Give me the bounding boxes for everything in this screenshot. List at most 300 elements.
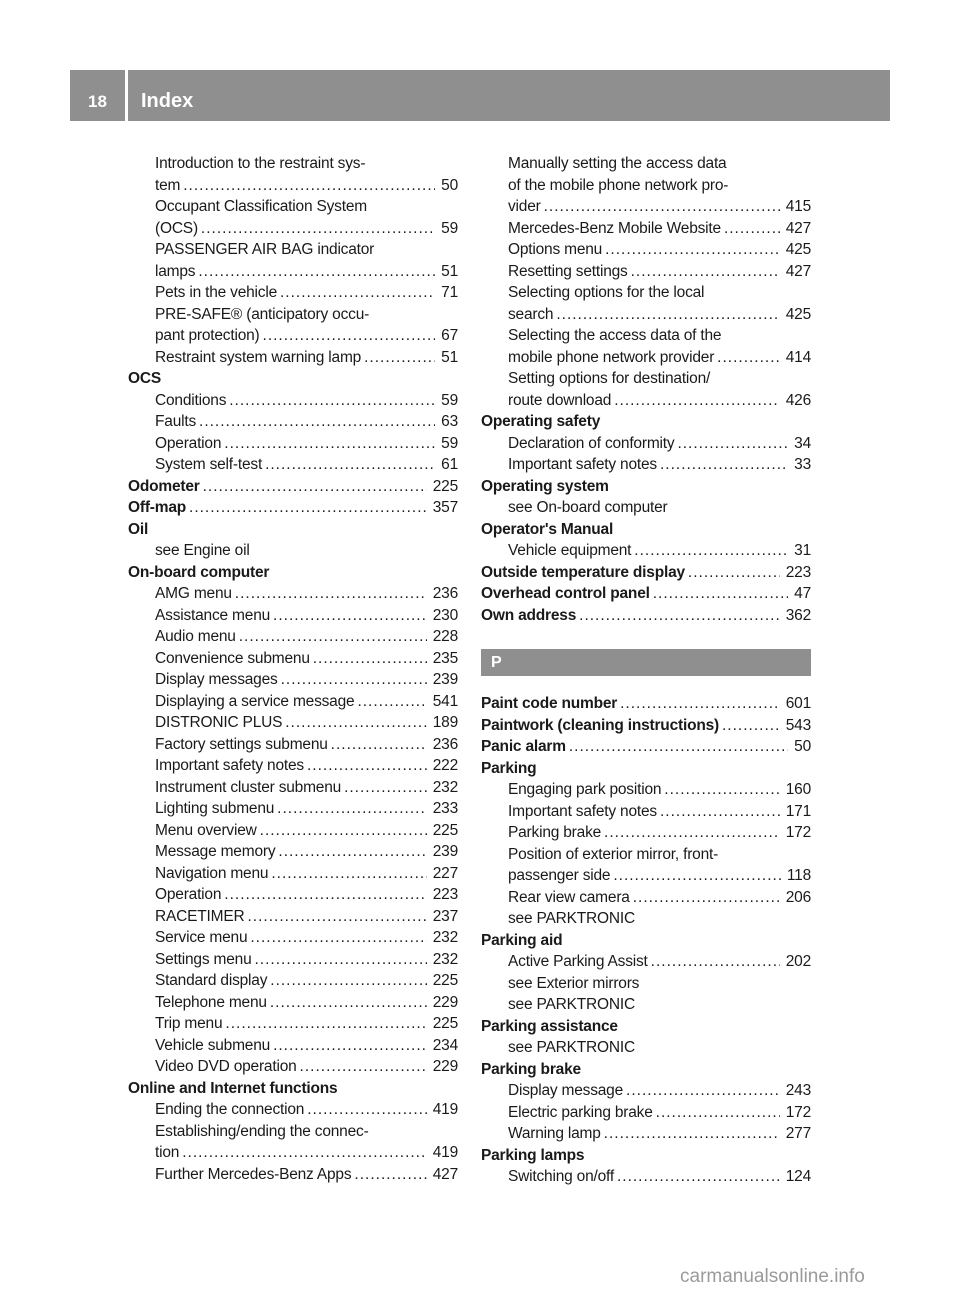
header-divider <box>125 70 128 121</box>
entry-text: Conditions <box>155 391 227 409</box>
entry-text: Outside temperature display <box>481 563 685 581</box>
entry-text: Selecting options for the local <box>508 284 705 301</box>
index-entry <box>128 1121 458 1143</box>
page-reference: 225 <box>432 477 458 495</box>
entry-text: Introduction to the restraint sys- <box>155 155 366 172</box>
entry-text: Factory settings submenu <box>155 735 328 753</box>
page-reference: 222 <box>432 757 458 774</box>
page-reference: 71 <box>441 284 458 301</box>
index-entry <box>481 497 811 519</box>
dot-leader <box>285 712 426 734</box>
dot-leader <box>229 390 435 412</box>
entry-text: Manually setting the access data <box>508 155 727 172</box>
dot-leader <box>277 798 427 820</box>
entry-text: Off-map <box>128 499 187 516</box>
dot-leader <box>556 304 779 326</box>
index-heading <box>481 736 811 758</box>
dot-leader <box>626 1080 780 1102</box>
dot-leader <box>722 715 780 737</box>
dot-leader <box>677 433 788 455</box>
index-entry <box>481 951 811 973</box>
page-reference: 233 <box>432 800 458 817</box>
dot-leader <box>273 605 427 627</box>
entry-text: Oil <box>128 520 149 538</box>
entry-text: Display message <box>508 1082 624 1099</box>
dot-leader <box>620 693 780 715</box>
page-reference: 419 <box>432 1144 458 1161</box>
index-entry <box>128 798 458 820</box>
page-reference: 232 <box>432 950 458 968</box>
entry-text: Parking lamps <box>481 1146 585 1164</box>
page-reference: 243 <box>785 1082 811 1099</box>
entry-text: System self-test <box>155 456 263 473</box>
page-reference: 229 <box>432 993 458 1011</box>
index-column-right <box>481 153 811 1188</box>
index-entry <box>481 887 811 909</box>
index-entry <box>481 844 811 866</box>
page-reference: 239 <box>432 843 458 860</box>
page-reference: 425 <box>785 241 811 258</box>
entry-text: Parking <box>481 759 537 777</box>
index-entry <box>128 927 458 949</box>
entry-text: DISTRONIC PLUS <box>155 714 283 731</box>
page-reference: 63 <box>441 413 458 430</box>
index-entry <box>481 390 811 412</box>
entry-text: Instrument cluster submenu <box>155 778 342 796</box>
dot-leader <box>579 605 780 627</box>
index-heading <box>128 1078 458 1100</box>
entry-text: search <box>508 305 554 323</box>
index-entry <box>128 755 458 777</box>
entry-text: Navigation menu <box>155 864 269 882</box>
dot-leader <box>224 884 426 906</box>
dot-leader <box>617 1166 780 1188</box>
page-reference: 237 <box>432 907 458 925</box>
dot-leader <box>189 497 427 519</box>
index-heading <box>481 519 811 541</box>
page-reference: 118 <box>786 867 811 884</box>
entry-text: Rear view camera <box>508 888 630 906</box>
entry-text: Selecting the access data of the <box>508 327 722 344</box>
entry-text: Pets in the vehicle <box>155 284 277 301</box>
dot-leader <box>660 454 788 476</box>
dot-leader <box>313 648 427 670</box>
entry-text: Assistance menu <box>155 606 271 624</box>
index-heading <box>481 1016 811 1038</box>
dot-leader <box>631 261 780 283</box>
entry-text: Menu overview <box>155 821 257 839</box>
entry-text: Paint code number <box>481 695 618 712</box>
entry-text: Message memory <box>155 843 276 860</box>
page-reference: 189 <box>432 714 458 731</box>
index-entry <box>128 648 458 670</box>
index-entry <box>128 669 458 691</box>
page-reference: 225 <box>432 1015 458 1032</box>
dot-leader <box>633 887 780 909</box>
entry-text: Further Mercedes-Benz Apps <box>155 1165 352 1183</box>
index-entry <box>481 822 811 844</box>
index-heading <box>128 368 458 390</box>
entry-text: Operating system <box>481 477 609 495</box>
entry-text: RACETIMER <box>155 907 245 925</box>
index-entry <box>481 540 811 562</box>
index-heading <box>481 605 811 627</box>
dot-leader <box>199 411 435 433</box>
entry-text: Overhead control panel <box>481 585 650 602</box>
dot-leader <box>613 865 781 887</box>
entry-text: of the mobile phone network pro- <box>508 176 729 194</box>
index-entry <box>128 390 458 412</box>
entry-text: Important safety notes <box>155 757 304 774</box>
dot-leader <box>614 390 780 412</box>
page-reference: 427 <box>785 219 811 237</box>
index-heading <box>481 930 811 952</box>
page-reference: 172 <box>785 1103 811 1121</box>
index-entry <box>481 304 811 326</box>
index-entry <box>481 175 811 197</box>
entry-text: Faults <box>155 413 197 430</box>
dot-leader <box>660 801 780 823</box>
entry-text: Engaging park position <box>508 781 662 798</box>
dot-leader <box>651 951 780 973</box>
index-entry <box>128 1013 458 1035</box>
dot-leader <box>653 583 788 605</box>
page-reference: 172 <box>785 824 811 841</box>
entry-text: Vehicle equipment <box>508 542 632 559</box>
index-entry <box>481 368 811 390</box>
entry-text: Resetting settings <box>508 262 628 280</box>
page-reference: 232 <box>432 778 458 796</box>
index-entry <box>128 1099 458 1121</box>
index-entry <box>128 325 458 347</box>
page-reference: 415 <box>785 198 811 215</box>
entry-text: Switching on/off <box>508 1168 614 1185</box>
index-entry <box>481 1102 811 1124</box>
dot-leader <box>634 540 788 562</box>
page-reference: 419 <box>432 1101 458 1118</box>
index-entry <box>128 304 458 326</box>
entry-text: Lighting submenu <box>155 800 275 817</box>
index-entry <box>128 540 458 562</box>
entry-text: Parking brake <box>508 824 602 841</box>
page-reference: 51 <box>441 262 458 280</box>
dot-leader <box>307 1099 427 1121</box>
entry-text: OCS <box>128 370 161 387</box>
index-entry <box>481 282 811 304</box>
entry-text: pant protection) <box>155 327 260 344</box>
page-reference: 543 <box>785 716 811 734</box>
dot-leader <box>250 927 426 949</box>
entry-text: passenger side <box>508 867 611 884</box>
index-heading <box>481 583 811 605</box>
entry-text: route download <box>508 391 612 409</box>
page-reference: 160 <box>785 781 811 798</box>
entry-text: Important safety notes <box>508 802 657 820</box>
page-reference: 50 <box>441 176 458 194</box>
dot-leader <box>271 863 426 885</box>
entry-text: see PARKTRONIC <box>508 910 635 927</box>
dot-leader <box>344 777 427 799</box>
index-entry <box>481 801 811 823</box>
page-reference: 202 <box>785 953 811 970</box>
index-entry <box>481 261 811 283</box>
index-entry <box>128 992 458 1014</box>
entry-text: Trip menu <box>155 1015 223 1032</box>
index-entry <box>128 1164 458 1186</box>
index-entry <box>128 1142 458 1164</box>
index-entry <box>128 433 458 455</box>
entry-text: see PARKTRONIC <box>508 1039 635 1056</box>
page-reference: 427 <box>785 262 811 280</box>
entry-text: mobile phone network provider <box>508 348 715 366</box>
page-reference: 223 <box>785 563 811 581</box>
entry-text: Display messages <box>155 671 278 688</box>
entry-text: Operation <box>155 886 222 903</box>
index-entry <box>481 779 811 801</box>
page-reference: 206 <box>785 888 811 906</box>
page-reference: 229 <box>432 1058 458 1075</box>
entry-text: PASSENGER AIR BAG indicator <box>155 241 375 258</box>
dot-leader <box>307 755 427 777</box>
entry-text: Occupant Classification System <box>155 198 367 215</box>
page-reference: 59 <box>441 391 458 409</box>
entry-text: see On-board computer <box>508 499 668 516</box>
entry-text: tem <box>155 176 181 194</box>
page-reference: 426 <box>785 391 811 409</box>
entry-text: Video DVD operation <box>155 1058 297 1075</box>
entry-text: PRE-SAFE® (anticipatory occu- <box>155 305 370 323</box>
dot-leader <box>278 841 426 863</box>
dot-leader <box>239 626 427 648</box>
page-reference: 59 <box>441 434 458 452</box>
dot-leader <box>260 820 427 842</box>
page-reference: 232 <box>432 929 458 946</box>
dot-leader <box>280 282 435 304</box>
index-entry <box>128 218 458 240</box>
index-heading <box>481 693 811 715</box>
entry-text: Operator's Manual <box>481 520 614 538</box>
page-reference: 225 <box>432 972 458 989</box>
page-reference: 227 <box>432 864 458 882</box>
letter-section-header: P <box>481 649 811 676</box>
index-entry <box>128 282 458 304</box>
entry-text: Restraint system warning lamp <box>155 348 362 366</box>
index-entry <box>481 196 811 218</box>
entry-text: AMG menu <box>155 585 232 602</box>
entry-text: vider <box>508 198 541 215</box>
page-reference: 67 <box>441 327 458 344</box>
dot-leader <box>265 454 435 476</box>
dot-leader <box>203 476 427 498</box>
index-entry <box>128 347 458 369</box>
index-entry <box>128 261 458 283</box>
dot-leader <box>182 1142 427 1164</box>
entry-text: see Engine oil <box>155 542 250 559</box>
page-reference: 228 <box>432 628 458 645</box>
index-entry <box>481 433 811 455</box>
dot-leader <box>357 691 426 713</box>
entry-text: Declaration of conformity <box>508 434 675 452</box>
index-entry <box>128 411 458 433</box>
entry-text: (OCS) <box>155 219 198 237</box>
page-reference: 236 <box>432 735 458 753</box>
index-entry <box>128 841 458 863</box>
index-entry <box>481 973 811 995</box>
entry-text: On-board computer <box>128 563 270 581</box>
index-entry <box>128 884 458 906</box>
watermark: carmanualsonline.info <box>680 1266 865 1287</box>
page-reference: 124 <box>785 1168 811 1185</box>
page-reference: 234 <box>432 1036 458 1054</box>
dot-leader <box>247 906 426 928</box>
index-heading <box>481 1145 811 1167</box>
index-entry <box>128 153 458 175</box>
dot-leader <box>270 970 426 992</box>
dot-leader <box>354 1164 426 1186</box>
page-reference: 51 <box>441 348 458 366</box>
index-entry <box>481 994 811 1016</box>
page-reference: 277 <box>785 1125 811 1142</box>
index-entry <box>128 949 458 971</box>
dot-leader <box>273 1035 427 1057</box>
page-number: 18 <box>88 92 107 111</box>
entry-text: Panic alarm <box>481 738 566 755</box>
entry-text: Important safety notes <box>508 456 657 473</box>
index-entry <box>128 777 458 799</box>
index-heading <box>481 758 811 780</box>
entry-text: Convenience submenu <box>155 649 310 667</box>
index-entry <box>128 626 458 648</box>
index-entry <box>128 239 458 261</box>
page-reference: 427 <box>432 1165 458 1183</box>
page-reference: 33 <box>794 456 811 473</box>
entry-text: Electric parking brake <box>508 1103 653 1121</box>
entry-text: Online and Internet functions <box>128 1079 338 1097</box>
index-heading <box>481 715 811 737</box>
page-reference: 425 <box>785 305 811 323</box>
page-reference: 601 <box>785 695 811 712</box>
dot-leader <box>281 669 427 691</box>
index-entry <box>128 970 458 992</box>
index-heading <box>128 497 458 519</box>
page-header <box>70 70 890 121</box>
entry-text: Service menu <box>155 929 248 946</box>
page-reference: 235 <box>432 649 458 667</box>
entry-text: Setting options for destination/ <box>508 370 711 387</box>
index-entry <box>128 906 458 928</box>
entry-text: Parking brake <box>481 1060 581 1078</box>
page-reference: 239 <box>432 671 458 688</box>
dot-leader <box>183 175 435 197</box>
index-column-left <box>128 153 458 1185</box>
page-reference: 230 <box>432 606 458 624</box>
entry-text: Position of exterior mirror, front- <box>508 845 719 863</box>
index-entry <box>481 218 811 240</box>
index-entry <box>128 196 458 218</box>
index-entry <box>128 1056 458 1078</box>
dot-leader <box>724 218 780 240</box>
dot-leader <box>656 1102 780 1124</box>
index-heading <box>481 476 811 498</box>
index-entry <box>128 454 458 476</box>
dot-leader <box>717 347 780 369</box>
dot-leader <box>331 734 427 756</box>
dot-leader <box>569 736 788 758</box>
index-heading <box>128 476 458 498</box>
dot-leader <box>225 1013 426 1035</box>
entry-text: see PARKTRONIC <box>508 996 635 1013</box>
index-entry <box>128 583 458 605</box>
page-reference: 171 <box>785 802 811 820</box>
page-reference: 362 <box>785 606 811 624</box>
page-reference: 223 <box>432 886 458 903</box>
page-reference: 236 <box>432 585 458 602</box>
page-reference: 59 <box>441 219 458 237</box>
page-reference: 414 <box>785 348 811 366</box>
entry-text: Paintwork (cleaning instructions) <box>481 716 719 734</box>
dot-leader <box>201 218 435 240</box>
index-heading <box>128 562 458 584</box>
entry-text: Operating safety <box>481 413 601 430</box>
index-entry <box>128 1035 458 1057</box>
entry-text: Telephone menu <box>155 993 267 1011</box>
page-reference: 47 <box>794 585 811 602</box>
index-entry <box>481 908 811 930</box>
page-reference: 541 <box>432 692 458 710</box>
entry-text: tion <box>155 1144 180 1161</box>
index-entry <box>128 734 458 756</box>
entry-text: Own address <box>481 606 577 624</box>
entry-text: Mercedes-Benz Mobile Website <box>508 219 721 237</box>
dot-leader <box>198 261 435 283</box>
dot-leader <box>235 583 427 605</box>
dot-leader <box>364 347 435 369</box>
entry-text: Parking assistance <box>481 1017 618 1035</box>
index-heading <box>481 1059 811 1081</box>
dot-leader <box>664 779 779 801</box>
dot-leader <box>604 1123 780 1145</box>
section-title: Index <box>141 90 194 112</box>
dot-leader <box>270 992 427 1014</box>
entry-text: see Exterior mirrors <box>508 974 640 992</box>
index-entry <box>128 605 458 627</box>
index-entry <box>481 1080 811 1102</box>
index-entry <box>481 1123 811 1145</box>
entry-text: Standard display <box>155 972 268 989</box>
entry-text: Odometer <box>128 477 200 495</box>
index-entry <box>128 712 458 734</box>
index-heading <box>481 411 811 433</box>
dot-leader <box>300 1056 427 1078</box>
index-entry <box>481 1037 811 1059</box>
index-heading <box>481 562 811 584</box>
page-reference: 357 <box>432 499 458 516</box>
page-reference: 225 <box>432 821 458 839</box>
page-reference: 61 <box>441 456 458 473</box>
dot-leader <box>255 949 427 971</box>
index-entry <box>481 153 811 175</box>
index-entry <box>481 347 811 369</box>
dot-leader <box>605 239 780 261</box>
entry-text: Warning lamp <box>508 1125 601 1142</box>
dot-leader <box>544 196 780 218</box>
entry-text: Audio menu <box>155 628 236 645</box>
index-entry <box>481 454 811 476</box>
index-entry <box>481 239 811 261</box>
index-entry <box>481 1166 811 1188</box>
index-entry <box>128 820 458 842</box>
entry-text: lamps <box>155 262 196 280</box>
